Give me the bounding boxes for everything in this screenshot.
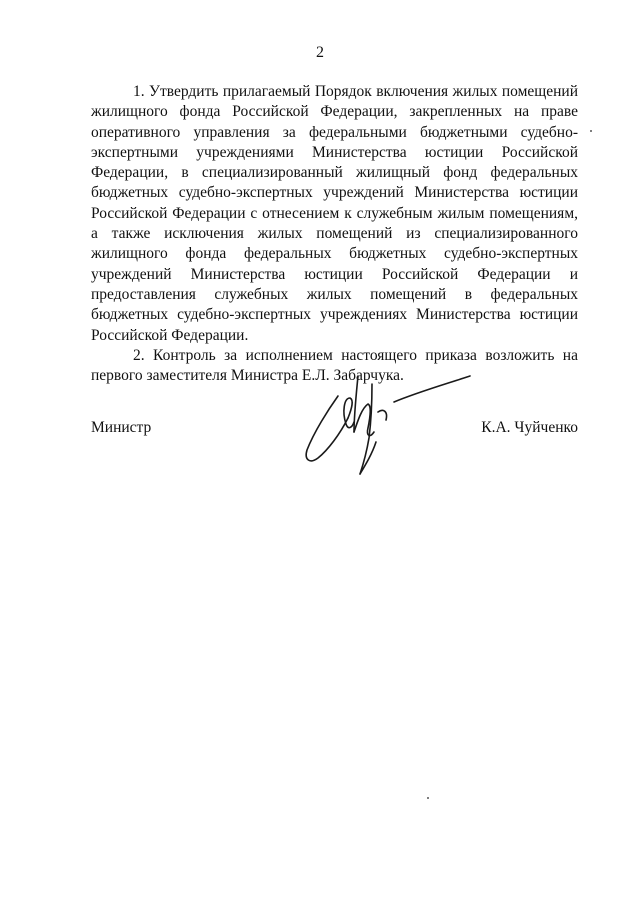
scan-speck [427, 797, 429, 799]
page-number: 2 [316, 44, 324, 61]
paragraph-1: 1. Утвердить прилагаемый Порядок включения жилых помещений жилищного фонда Российской Федерации, закрепленных на праве оперативного управления за федеральными бюджетными судебно-экспертными учреждениями Министерства юстиции Российской Федерации, в специализированный жилищный фонд федеральных бюджетных судебно-экспертных учреждений Министерства юстиции Российской Федерации с отнесением к служебным жилым помещениям, а также исключения жилых помещений из специализированного жилищного фонда федеральных бюджетных судебно-экспертных учреждений Министерства юстиции Российской Федерации и предоставления служебных жилых помещений в федеральных бюджетных судебно-экспертных учреждениях Министерства юстиции Российской Федерации. [91, 83, 578, 344]
signer-title: Министр [91, 419, 152, 436]
paragraph-2: 2. Контроль за исполнением настоящего приказа возложить на первого заместителя Министра Е.Л. Забарчука. [91, 346, 578, 385]
handwritten-signature [298, 362, 480, 482]
scan-speck [590, 130, 592, 132]
document-body [91, 82, 578, 386]
signer-name: К.А. Чуйченко [481, 419, 578, 436]
